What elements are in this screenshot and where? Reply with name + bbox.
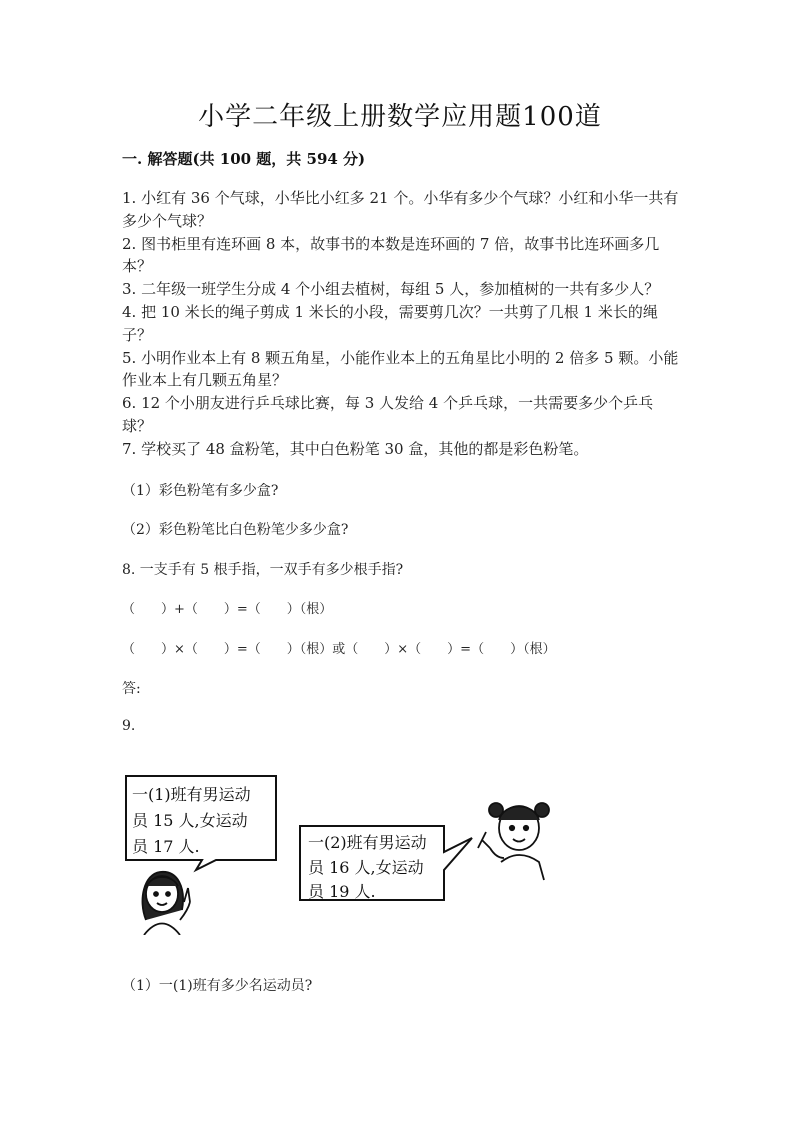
question-9-sub-1: （1）一(1)班有多少名运动员?: [122, 978, 313, 994]
question-7-sub-1: （1）彩色粉笔有多少盒?: [122, 483, 279, 499]
question-8: 8. 一支手有 5 根手指，一双手有多少根手指?: [122, 562, 404, 578]
page-title: 小学二年级上册数学应用题100道: [198, 102, 602, 132]
girl-2-icon: [478, 803, 549, 880]
question-7: 7. 学校买了 48 盒粉笔，其中白色粉笔 30 盒，其他的都是彩色粉笔。: [122, 439, 589, 458]
section-heading: 一. 解答题(共 100 题，共 594 分): [122, 150, 366, 168]
answer-label: 答:: [122, 681, 141, 697]
question-3: 3. 二年级一班学生分成 4 个小组去植树，每组 5 人，参加植树的一共有多少人？: [122, 280, 660, 299]
bubble-1-line-3: 员 17 人.: [132, 837, 200, 856]
question-9: 9.: [122, 718, 136, 734]
bubble-2-line-2: 员 16 人,女运动: [308, 858, 424, 877]
bubble-1-line-1: 一(1)班有男运动: [132, 785, 251, 804]
question-8-blank-2: （ ）×（ ）=（ ）（根）或（ ）×（ ）=（ ）（根）: [122, 642, 556, 657]
question-4: 4. 把 10 米长的绳子剪成 1 米长的小段，需要剪几次？一共剪了几根 1 米长的绳子？: [122, 302, 658, 344]
question-8-blank-1: （ ）+（ ）=（ ）（根）: [122, 602, 333, 617]
question-6: 6. 12 个小朋友进行乒乓球比赛，每 3 人发给 4 个乒乓球，一共需要多少个乒乓球？: [122, 394, 654, 435]
question-2: 2. 图书柜里有连环画 8 本，故事书的本数是连环画的 7 倍，故事书比连环画多几本？: [122, 234, 660, 276]
question-1: 1. 小红有 36 个气球，小华比小红多 21 个。小华有多少个气球？小红和小华一共有多少个气球？: [122, 189, 679, 230]
bubble-1-line-2: 员 15 人,女运动: [132, 811, 248, 830]
girl-1-icon: [142, 872, 190, 935]
question-list: [122, 187, 682, 461]
question-7-sub-2: （2）彩色粉笔比白色粉笔少多少盒?: [122, 522, 349, 538]
question-5: 5. 小明作业本上有 8 颗五角星，小能作业本上的五角星比小明的 2 倍多 5 颗。小能作业本上有几颗五角星？: [122, 348, 679, 390]
bubble-2-line-1: 一(2)班有男运动: [308, 833, 427, 852]
bubble-2-line-3: 员 19 人.: [308, 882, 376, 901]
question-9-illustration: [118, 770, 558, 935]
